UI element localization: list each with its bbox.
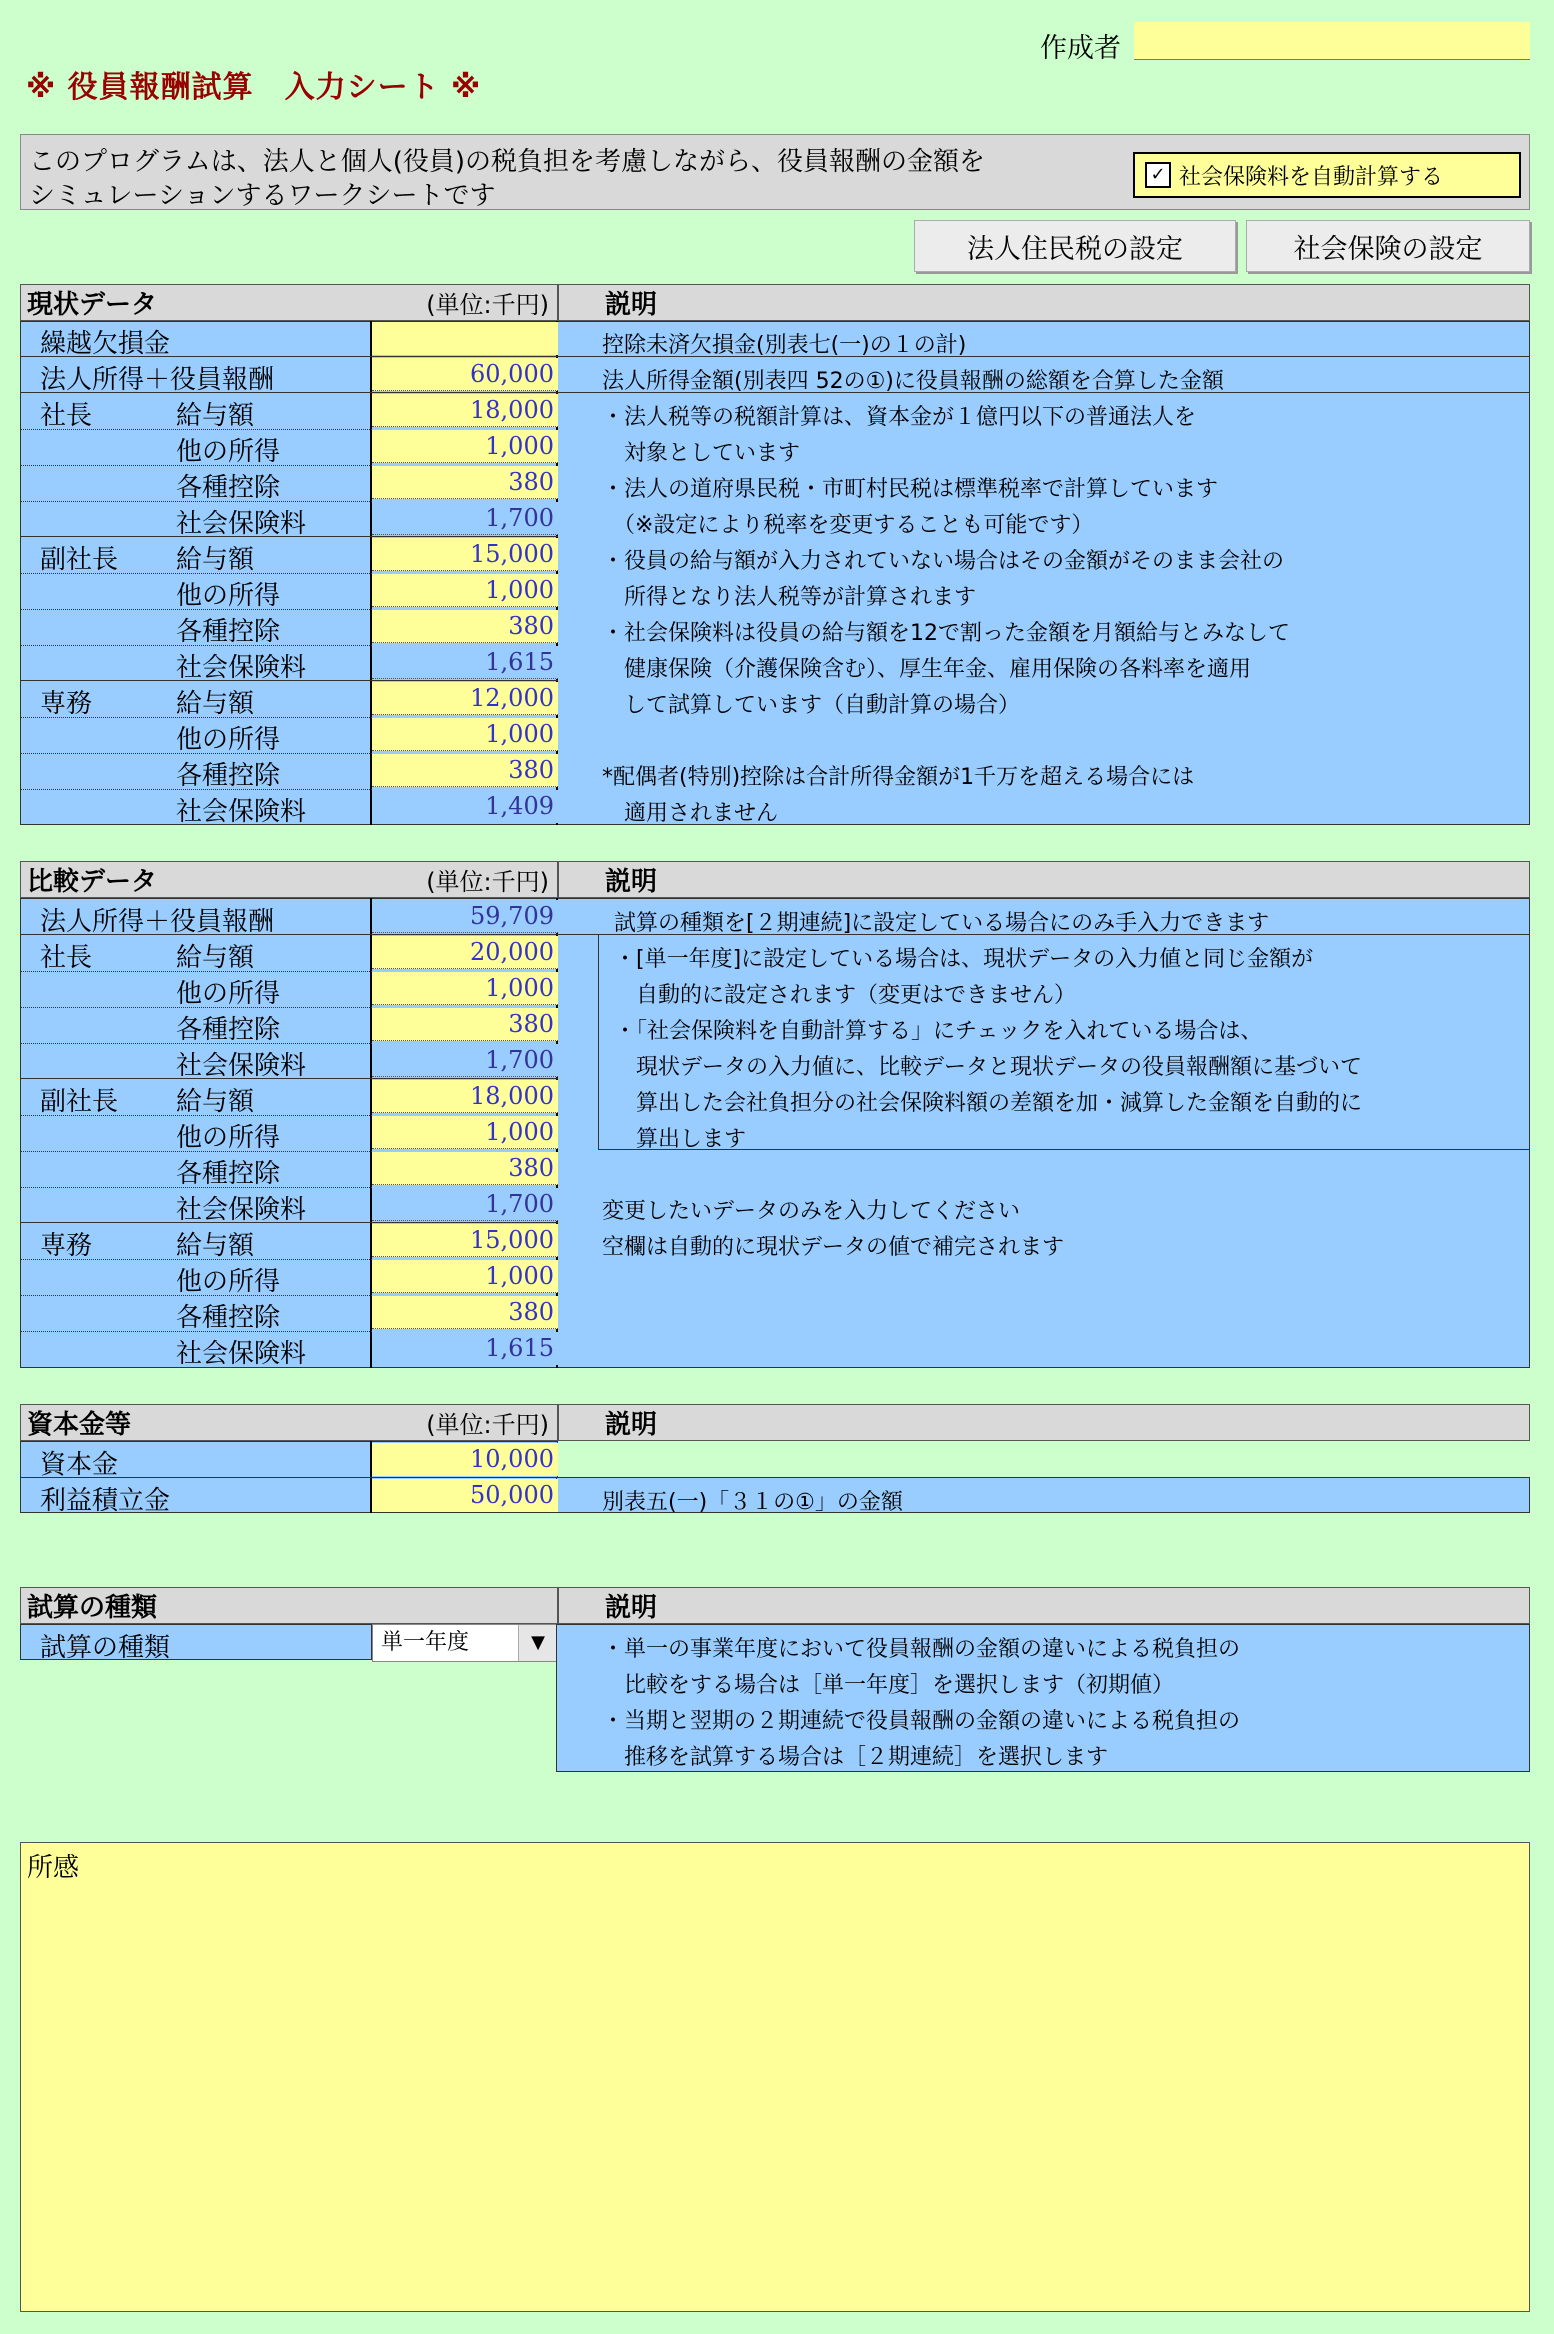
- director-label: 専務: [40, 1231, 93, 1261]
- dotted-separator: [20, 1115, 372, 1116]
- desc-line: 推移を試算する場合は［２期連続］を選択します: [602, 1745, 1109, 1770]
- social-insurance-label: 社会保険料: [176, 653, 307, 683]
- other-income-label: 他の所得: [176, 725, 281, 755]
- director-label: 専務: [40, 689, 93, 719]
- social-insurance-label: 社会保険料: [176, 1339, 307, 1369]
- checkmark-icon[interactable]: ✓: [1145, 162, 1171, 188]
- author-field[interactable]: [1134, 22, 1530, 60]
- auto-social-insurance-label: 社会保険料を自動計算する: [1179, 164, 1444, 190]
- capital-title: 資本金等: [27, 1410, 132, 1440]
- deductions-label: 各種控除: [176, 1015, 281, 1045]
- compare-vice-president-social-insurance-value: 1,700: [372, 1188, 558, 1221]
- deductions-label: 各種控除: [176, 1303, 281, 1333]
- dotted-separator: [20, 465, 372, 466]
- compare-data-header: [20, 861, 558, 898]
- vice-president-deductions-input[interactable]: 380: [372, 610, 558, 643]
- desc-line: 健康保険（介護保険含む）、厚生年金、雇用保険の各料率を適用: [602, 657, 1252, 682]
- vice-president-label: 副社長: [40, 1087, 119, 1117]
- desc-line: ・単一の事業年度において役員報酬の金額の違いによる税負担の: [602, 1637, 1241, 1662]
- president-label: 社長: [40, 401, 93, 431]
- dotted-separator: [20, 789, 372, 790]
- resident-tax-settings-button[interactable]: 法人住民税の設定: [914, 220, 1236, 272]
- salary-label: 給与額: [176, 401, 255, 431]
- other-income-label: 他の所得: [176, 1267, 281, 1297]
- desc-line: 法人所得金額(別表四 52の①)に役員報酬の総額を合算した金額: [602, 369, 1224, 394]
- desc-line: 算出します: [614, 1127, 747, 1152]
- calc-type-desc-header: 説明: [558, 1587, 1530, 1624]
- income-plus-comp-label: 法人所得＋役員報酬: [40, 365, 275, 395]
- dotted-separator: [20, 573, 372, 574]
- compare-director-deductions-input[interactable]: 380: [372, 1296, 558, 1329]
- vice-president-social-insurance-value: 1,615: [372, 646, 558, 679]
- desc-line: 対象としています: [602, 441, 801, 466]
- desc-line: 控除未済欠損金(別表七(一)の１の計): [602, 333, 967, 358]
- notes-box[interactable]: [20, 1842, 1530, 2312]
- president-salary-input[interactable]: 18,000: [372, 394, 558, 427]
- dotted-separator: [20, 1007, 372, 1008]
- desc-line: 算出した会社負担分の社会保険料額の差額を加・減算した金額を自動的に: [614, 1091, 1363, 1116]
- other-income-label: 他の所得: [176, 1123, 281, 1153]
- capital-unit: (単位:千円): [426, 1411, 549, 1439]
- compare-president-deductions-input[interactable]: 380: [372, 1008, 558, 1041]
- desc-line: 現状データの入力値に、比較データと現状データの役員報酬額に基づいて: [614, 1055, 1363, 1080]
- carryover-loss-label: 繰越欠損金: [40, 329, 171, 359]
- capital-header: [20, 1404, 558, 1441]
- current-desc-header: 説明: [558, 284, 1530, 321]
- desc-line: 試算の種類を[２期連続]に設定している場合にのみ手入力できます: [614, 911, 1270, 936]
- desc-line: ・法人の道府県民税・市町村民税は標準税率で計算しています: [602, 477, 1219, 502]
- carryover-loss-input[interactable]: [372, 322, 558, 355]
- dotted-separator: [20, 717, 372, 718]
- desc-line: 別表五(一)「３１の①」の金額: [602, 1490, 903, 1515]
- intro-line-1: このプログラムは、法人と個人(役員)の税負担を考慮しながら、役員報酬の金額を: [29, 147, 986, 177]
- compare-vice-president-salary-input[interactable]: 18,000: [372, 1080, 558, 1113]
- current-data-unit: (単位:千円): [426, 291, 549, 319]
- dotted-separator: [20, 645, 372, 646]
- desc-line: ・「社会保険料を自動計算する」にチェックを入れている場合は、: [614, 1019, 1263, 1044]
- desc-line: *配偶者(特別)控除は合計所得金額が1千万を超える場合には: [602, 765, 1195, 790]
- current-data-header: [20, 284, 558, 321]
- director-deductions-input[interactable]: 380: [372, 754, 558, 787]
- director-other-income-input[interactable]: 1,000: [372, 718, 558, 751]
- capital-label: 資本金: [40, 1450, 119, 1480]
- dotted-separator: [20, 429, 372, 430]
- retained-earnings-label: 利益積立金: [40, 1486, 171, 1516]
- dotted-separator: [20, 1151, 372, 1152]
- dotted-separator: [20, 1259, 372, 1260]
- social-insurance-label: 社会保険料: [176, 797, 307, 827]
- salary-label: 給与額: [176, 1231, 255, 1261]
- chevron-down-icon[interactable]: ▼: [518, 1625, 557, 1661]
- vice-president-salary-input[interactable]: 15,000: [372, 538, 558, 571]
- vice-president-label: 副社長: [40, 545, 119, 575]
- calc-type-header: 試算の種類: [20, 1587, 558, 1624]
- desc-line: ・役員の給与額が入力されていない場合はその金額がそのまま会社の: [602, 549, 1285, 574]
- notes-label: 所感: [27, 1853, 80, 1883]
- deductions-label: 各種控除: [176, 761, 281, 791]
- intro-line-2: シミュレーションするワークシートです: [29, 181, 496, 211]
- compare-vice-president-other-income-input[interactable]: 1,000: [372, 1116, 558, 1149]
- desc-line: ・法人税等の税額計算は、資本金が１億円以下の普通法人を: [602, 405, 1197, 430]
- other-income-label: 他の所得: [176, 581, 281, 611]
- vice-president-other-income-input[interactable]: 1,000: [372, 574, 558, 607]
- social-insurance-label: 社会保険料: [176, 509, 307, 539]
- social-insurance-label: 社会保険料: [176, 1195, 307, 1225]
- other-income-label: 他の所得: [176, 979, 281, 1009]
- compare-vice-president-deductions-input[interactable]: 380: [372, 1152, 558, 1185]
- deductions-label: 各種控除: [176, 1159, 281, 1189]
- desc-line: 空欄は自動的に現状データの値で補完されます: [602, 1235, 1065, 1260]
- compare-director-other-income-input[interactable]: 1,000: [372, 1260, 558, 1293]
- salary-label: 給与額: [176, 545, 255, 575]
- desc-line: 変更したいデータのみを入力してください: [602, 1199, 1021, 1224]
- desc-line: 自動的に設定されます（変更はできません）: [614, 983, 1077, 1008]
- dotted-separator: [20, 971, 372, 972]
- dotted-separator: [20, 1043, 372, 1044]
- director-salary-input[interactable]: 12,000: [372, 682, 558, 715]
- capital-desc-header: 説明: [558, 1404, 1530, 1441]
- president-social-insurance-value: 1,700: [372, 502, 558, 535]
- desc-line: ・[単一年度]に設定している場合は、現状データの入力値と同じ金額が: [614, 947, 1314, 972]
- desc-line: （※設定により税率を変更することも可能です）: [602, 513, 1094, 538]
- director-social-insurance-value: 1,409: [372, 790, 558, 823]
- desc-line: ・当期と翌期の２期連続で役員報酬の金額の違いによる税負担の: [602, 1709, 1241, 1734]
- author-label: 作成者: [1040, 33, 1121, 64]
- capital-input[interactable]: 10,000: [372, 1443, 558, 1476]
- social-insurance-settings-button[interactable]: 社会保険の設定: [1246, 220, 1530, 272]
- compare-data-unit: (単位:千円): [426, 868, 549, 896]
- compare-desc-header: 説明: [558, 861, 1530, 898]
- salary-label: 給与額: [176, 1087, 255, 1117]
- compare-data-title: 比較データ: [27, 867, 158, 897]
- salary-label: 給与額: [176, 943, 255, 973]
- president-label: 社長: [40, 943, 93, 973]
- other-income-label: 他の所得: [176, 437, 281, 467]
- calc-type-selected: 単一年度: [381, 1630, 470, 1655]
- income-plus-comp-input[interactable]: 60,000: [372, 358, 558, 391]
- compare-income-plus-comp-value: 59,709: [372, 900, 558, 933]
- compare-president-salary-input[interactable]: 20,000: [372, 936, 558, 969]
- compare-income-plus-comp-label: 法人所得＋役員報酬: [40, 907, 275, 937]
- president-other-income-input[interactable]: 1,000: [372, 430, 558, 463]
- desc-line: 適用されません: [602, 801, 779, 826]
- calc-type-select[interactable]: [372, 1624, 558, 1662]
- compare-president-social-insurance-value: 1,700: [372, 1044, 558, 1077]
- compare-president-other-income-input[interactable]: 1,000: [372, 972, 558, 1005]
- page-title: ※ 役員報酬試算 入力シート ※: [26, 70, 482, 105]
- compare-director-social-insurance-value: 1,615: [372, 1332, 558, 1365]
- deductions-label: 各種控除: [176, 473, 281, 503]
- president-deductions-input[interactable]: 380: [372, 466, 558, 499]
- dotted-separator: [20, 753, 372, 754]
- dotted-separator: [20, 1295, 372, 1296]
- dotted-separator: [20, 501, 372, 502]
- compare-director-salary-input[interactable]: 15,000: [372, 1224, 558, 1257]
- salary-label: 給与額: [176, 689, 255, 719]
- dotted-separator: [20, 609, 372, 610]
- desc-line: して試算しています（自動計算の場合）: [602, 693, 1021, 718]
- retained-earnings-input[interactable]: 50,000: [372, 1479, 558, 1512]
- desc-line: 所得となり法人税等が計算されます: [602, 585, 977, 610]
- desc-line: ・社会保険料は役員の給与額を12で割った金額を月額給与とみなして: [602, 621, 1290, 646]
- dotted-separator: [20, 1331, 372, 1332]
- social-insurance-label: 社会保険料: [176, 1051, 307, 1081]
- current-data-title: 現状データ: [27, 290, 158, 320]
- dotted-separator: [20, 1187, 372, 1188]
- deductions-label: 各種控除: [176, 617, 281, 647]
- calc-type-label: 試算の種類: [40, 1633, 171, 1663]
- desc-line: 比較をする場合は［単一年度］を選択します（初期値）: [602, 1673, 1175, 1698]
- auto-social-insurance-checkbox[interactable]: [1133, 152, 1521, 198]
